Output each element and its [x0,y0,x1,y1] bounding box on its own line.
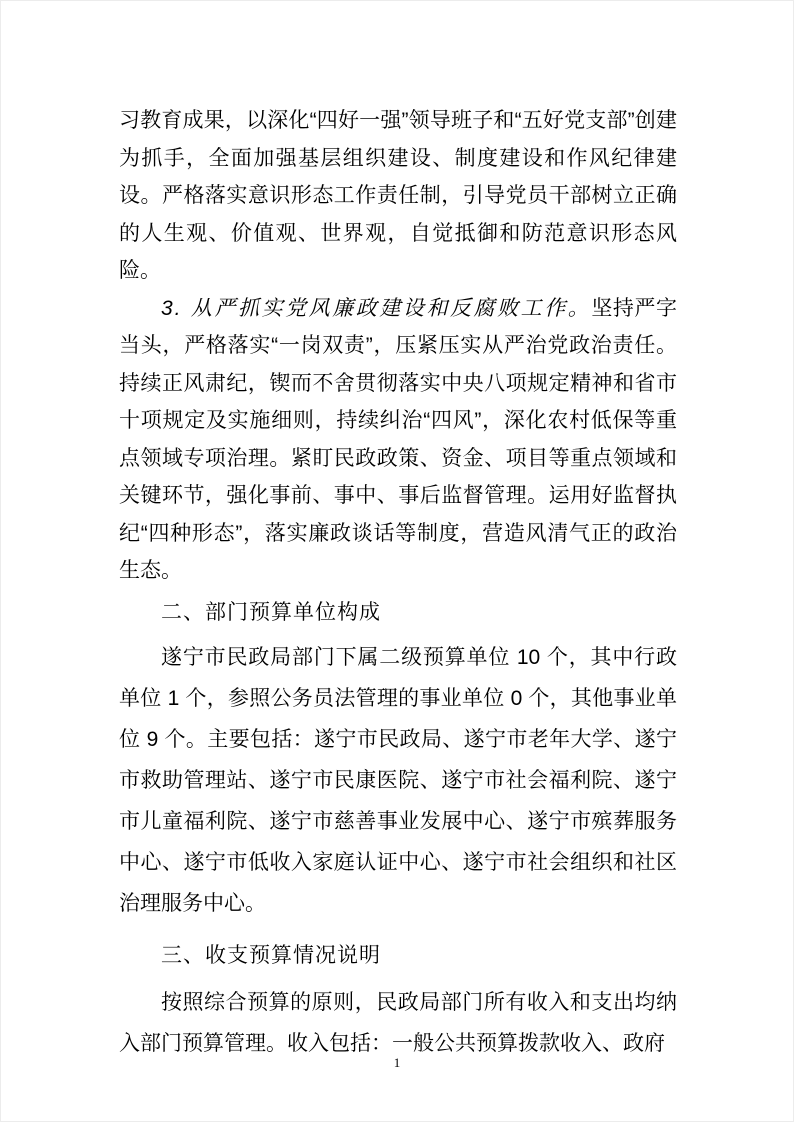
page-number: 1 [393,1055,401,1070]
paragraph-discipline-text: 坚持严字当头，严格落实“一岗双责”，压紧压实从严治党政治责任。持续正风肃纪，锲而不舍贯彻落实中央八项规定精神和省市十项规定及实施细则，持续纠治“四风”，深化农村低保等重点领域专项治理。紧盯民政政策、资金、项目等重点领域和关键环节，强化事前、事中、事后监督管理。运用好监督执纪“四种形态”，落实廉政谈话等制度，营造风清气正的政治生态。 [119,296,677,582]
section-heading-revenue-expenditure: 三、收支预算情况说明 [161,943,381,967]
paragraph-budget-units: 遂宁市民政局部门下属二级预算单位 10 个，其中行政单位 1 个，参照公务员法管理的事业单位 0 个，其他事业单位 9 个。主要包括：遂宁市民政局、遂宁市老年大学、遂宁市救助管理站、遂宁市民康医院、遂宁市社会福利院、遂宁市儿童福利院、遂宁市慈善事业发展中心、遂宁市殡葬服务中心、遂宁市低收入家庭认证中心、遂宁市社会组织和社区治理服务中心。 [119,645,677,915]
paragraph-continuation: 习教育成果，以深化“四好一强”领导班子和“五好党支部”创建为抓手，全面加强基层组织建设、制度建设和作风纪律建设。严格落实意识形态工作责任制，引导党员干部树立正确的人生观、价值观、世界观，自觉抵御和防范意识形态风险。 [119,109,677,282]
paragraph-numbered-lead: 3. 从严抓实党风廉政建设和反腐败工作。 [161,296,592,320]
document-body [119,102,677,1064]
section-heading-budget-units: 二、部门预算单位构成 [161,600,381,624]
paragraph-revenue-expenditure: 按照综合预算的原则，民政局部门所有收入和支出均纳入部门预算管理。收入包括：一般公共预算拨款收入、政府 [119,990,677,1055]
paragraph-discipline-work [119,290,677,590]
